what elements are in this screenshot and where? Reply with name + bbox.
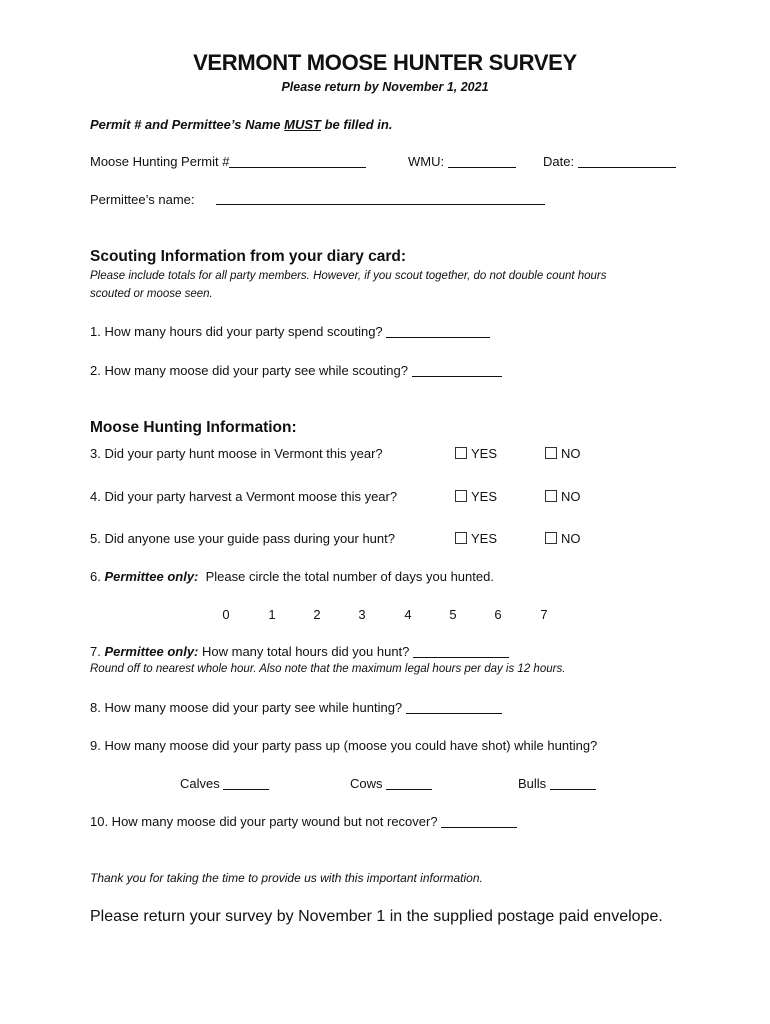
question-3-no-option[interactable] [545, 446, 581, 461]
question-5-yes-label: YES [471, 531, 498, 546]
question-6-number: 6. [90, 569, 105, 584]
permittee-name-blank[interactable] [216, 192, 545, 205]
permit-label: Moose Hunting Permit # [90, 154, 230, 169]
question-8-text: 8. How many moose did your party see while hunting? [90, 700, 403, 715]
question-7-number: 7. [90, 644, 105, 659]
calves-label: Calves [180, 776, 220, 791]
question-3-text: 3. Did your party hunt moose in Vermont this year? [90, 446, 383, 461]
bulls-blank[interactable] [550, 777, 596, 790]
question-3-yes-checkbox[interactable] [455, 447, 467, 459]
calves-field [180, 776, 269, 791]
question-7-permittee-only: Permittee only: [104, 644, 199, 659]
question-2-blank[interactable] [412, 364, 502, 377]
question-5-no-checkbox[interactable] [545, 532, 557, 544]
date-field [543, 154, 676, 169]
day-option-0[interactable]: 0 [222, 607, 230, 622]
scouting-heading: Scouting Information from your diary card: [90, 248, 407, 265]
question-10 [90, 814, 517, 829]
day-option-3[interactable]: 3 [358, 607, 366, 622]
permittee-name-field [90, 192, 195, 207]
question-4-yes-option[interactable] [455, 489, 497, 504]
question-1-blank[interactable] [386, 325, 490, 338]
cows-field [350, 776, 432, 791]
instruction-must: MUST [284, 117, 321, 132]
day-option-1[interactable]: 1 [268, 607, 276, 622]
question-7 [90, 644, 509, 659]
question-6-text: Please circle the total number of days you hunted. [198, 569, 494, 584]
bulls-field [518, 776, 596, 791]
question-1-text: 1. How many hours did your party spend scouting? [90, 324, 383, 339]
bulls-label: Bulls [518, 776, 547, 791]
day-option-4[interactable]: 4 [404, 607, 412, 622]
page-title: VERMONT MOOSE HUNTER SURVEY [193, 50, 577, 75]
question-5-yes-checkbox[interactable] [455, 532, 467, 544]
return-by-subtitle: Please return by November 1, 2021 [281, 80, 489, 94]
hunting-heading: Moose Hunting Information: [90, 419, 297, 436]
instruction-pre: Permit # and Permittee’s Name [90, 117, 285, 132]
question-4-no-label: NO [561, 489, 581, 504]
day-option-2[interactable]: 2 [313, 607, 321, 622]
day-option-7[interactable]: 7 [540, 607, 548, 622]
question-3-yes-option[interactable] [455, 446, 497, 461]
date-blank[interactable] [578, 155, 676, 168]
question-6 [90, 569, 494, 584]
cows-label: Cows [350, 776, 383, 791]
question-3-yes-label: YES [471, 446, 498, 461]
day-option-6[interactable]: 6 [494, 607, 502, 622]
question-5-no-label: NO [561, 531, 581, 546]
question-8 [90, 700, 502, 715]
question-3-no-label: NO [561, 446, 581, 461]
question-7-note: Round off to nearest whole hour. Also note that the maximum legal hours per day is 12 hours. [90, 663, 566, 675]
question-7-text: How many total hours did you hunt? [198, 644, 410, 659]
thank-you-note: Thank you for taking the time to provide us with this important information. [90, 871, 483, 885]
question-4-no-option[interactable] [545, 489, 581, 504]
day-option-5[interactable]: 5 [449, 607, 457, 622]
question-1 [90, 324, 490, 339]
cows-blank[interactable] [386, 777, 432, 790]
instruction-post: be filled in. [320, 117, 393, 132]
instruction-line [90, 117, 392, 132]
scouting-note-line1: Please include totals for all party members. However, if you scout together, do not double count hours [90, 270, 607, 282]
question-10-blank[interactable] [441, 815, 517, 828]
question-4-text: 4. Did your party harvest a Vermont moose this year? [90, 489, 398, 504]
scouting-note-line2: scouted or moose seen. [90, 288, 213, 300]
question-4-yes-checkbox[interactable] [455, 490, 467, 502]
question-4-no-checkbox[interactable] [545, 490, 557, 502]
calves-blank[interactable] [223, 777, 269, 790]
question-5-text: 5. Did anyone use your guide pass during your hunt? [90, 531, 395, 546]
question-7-blank[interactable] [413, 645, 509, 658]
wmu-blank[interactable] [448, 155, 516, 168]
date-label: Date: [543, 154, 575, 169]
question-3-no-checkbox[interactable] [545, 447, 557, 459]
question-5-yes-option[interactable] [455, 531, 497, 546]
question-2 [90, 363, 502, 378]
permittee-name-label: Permittee’s name: [90, 192, 195, 207]
wmu-label: WMU: [408, 154, 445, 169]
question-5-no-option[interactable] [545, 531, 581, 546]
permit-field [90, 154, 366, 169]
permit-number-blank[interactable] [229, 155, 366, 168]
wmu-field [408, 154, 516, 169]
closing-instruction: Please return your survey by November 1 in the supplied postage paid envelope. [90, 908, 663, 925]
question-10-text: 10. How many moose did your party wound but not recover? [90, 814, 438, 829]
question-2-text: 2. How many moose did your party see while scouting? [90, 363, 408, 378]
question-6-permittee-only: Permittee only: [104, 569, 199, 584]
question-9-text: 9. How many moose did your party pass up (moose you could have shot) while hunting? [90, 738, 598, 753]
question-8-blank[interactable] [406, 701, 502, 714]
question-4-yes-label: YES [471, 489, 498, 504]
